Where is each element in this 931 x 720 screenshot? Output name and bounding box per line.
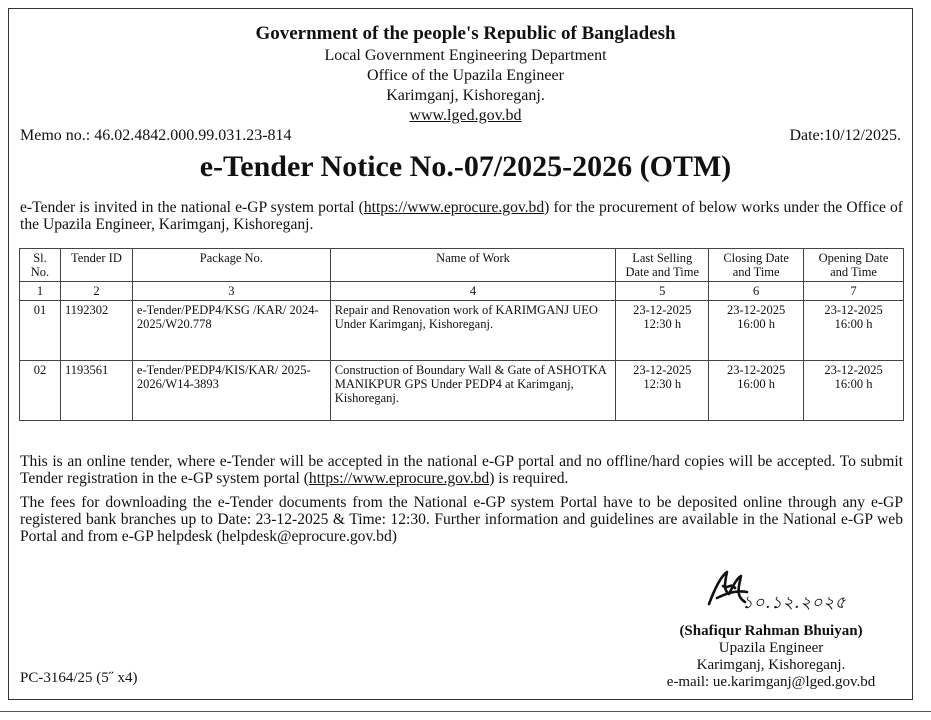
column-number: 4: [330, 282, 616, 301]
notice-title: e-Tender Notice No.-07/2025-2026 (OTM): [199, 150, 732, 183]
selling-time: 12:30 h: [643, 377, 682, 391]
header-tender-id: Tender ID: [60, 249, 132, 282]
header-selling: Last Selling Date and Time: [616, 249, 709, 282]
cell-selling: [616, 361, 709, 421]
column-number: 6: [709, 282, 804, 301]
closing-time: 16:00 h: [737, 317, 776, 331]
selling-time: 12:30 h: [643, 317, 682, 331]
bottom-divider: [0, 711, 931, 712]
header-package: Package No.: [132, 249, 330, 282]
cell-opening: [804, 301, 904, 361]
online-text-end: ) is required.: [489, 470, 569, 487]
column-number: 3: [132, 282, 330, 301]
column-number: 7: [804, 282, 904, 301]
eprocure-link[interactable]: https://www.eprocure.gov.bd: [308, 470, 490, 487]
cell-work: Repair and Renovation work of KARIMGANJ UEO Under Karimganj, Kishoreganj.: [330, 301, 616, 361]
closing-date: 23-12-2025: [726, 303, 786, 317]
cell-sl: 02: [20, 361, 61, 421]
handwritten-date: ১০.১২.২০২৫: [742, 593, 847, 613]
opening-time: 16:00 h: [834, 317, 873, 331]
closing-date: 23-12-2025: [726, 363, 786, 377]
signatory-name: (Shafiqur Rahman Bhuiyan): [679, 623, 863, 639]
office-name: Office of the Upazila Engineer: [367, 67, 564, 84]
closing-time: 16:00 h: [737, 377, 776, 391]
table-row: [20, 301, 904, 361]
notice-header: [0, 22, 931, 126]
cell-sl: 01: [20, 301, 61, 361]
selling-date: 23-12-2025: [633, 303, 692, 317]
selling-date: 23-12-2025: [633, 363, 692, 377]
table-row: [20, 361, 904, 421]
header-sl: Sl. No.: [20, 249, 61, 282]
signatory-designation: Upazila Engineer: [718, 640, 824, 656]
cell-work: Construction of Boundary Wall & Gate of ASHOTKA MANIKPUR GPS Under PEDP4 at Karimganj, Kishoreganj.: [330, 361, 616, 421]
opening-time: 16:00 h: [834, 377, 873, 391]
fees-paragraph: The fees for downloading the e-Tender documents from the National e-GP system Portal have to be deposited online through any e-GP registered bank branches up to Date: 23-12-2025 & Time: 12:30. Further information and guidelines are available in the National e-GP web Portal and from e-GP helpdesk (helpdesk@eprocure.gov.bd): [20, 494, 903, 545]
cell-package: e-Tender/PEDP4/KSG /KAR/ 2024-2025/W20.778: [132, 301, 330, 361]
intro-paragraph: [20, 199, 903, 233]
notice-date: Date:10/12/2025.: [789, 127, 901, 144]
signatory-location: Karimganj, Kishoreganj.: [696, 657, 846, 673]
column-number: 1: [20, 282, 61, 301]
table-header-row: [20, 249, 904, 282]
cell-closing: [709, 361, 804, 421]
website-link[interactable]: www.lged.gov.bd: [409, 107, 522, 124]
column-number: 2: [60, 282, 132, 301]
memo-number: Memo no.: 46.02.4842.000.99.031.23-814: [20, 127, 292, 144]
pc-code: PC-3164/25 (5˝ x4): [20, 670, 138, 686]
cell-tender-id: 1192302: [60, 301, 132, 361]
online-text-start: This is an online tender, where e-Tender will be accepted in the national e-GP portal and no offline/hard copies will be accepted. To submit Tender registration in the e-GP system portal (: [20, 453, 903, 487]
signatory-block: [640, 623, 902, 691]
signatory-email: e-mail: ue.karimganj@lged.gov.bd: [666, 674, 876, 690]
column-number: 5: [616, 282, 709, 301]
cell-tender-id: 1193561: [60, 361, 132, 421]
cell-package: e-Tender/PEDP4/KIS/KAR/ 2025-2026/W14-3893: [132, 361, 330, 421]
intro-text-end: ) for the procurement of below works under the Office of the Upazila Engineer, Karimganj, Kishoreganj.: [20, 199, 903, 233]
header-closing: Closing Date and Time: [709, 249, 804, 282]
cell-opening: [804, 361, 904, 421]
cell-selling: [616, 301, 709, 361]
tender-table: [19, 248, 904, 421]
department-name: Local Government Engineering Department: [324, 47, 607, 64]
intro-text-start: e-Tender is invited in the national e-GP system portal (: [20, 199, 364, 216]
header-opening: Opening Date and Time: [804, 249, 904, 282]
opening-date: 23-12-2025: [824, 363, 883, 377]
government-title: Government of the people's Republic of Bangladesh: [255, 23, 676, 44]
office-location: Karimganj, Kishoreganj.: [386, 87, 545, 104]
cell-closing: [709, 301, 804, 361]
online-tender-paragraph: [20, 453, 903, 487]
column-number-row: [20, 282, 904, 301]
header-work: Name of Work: [330, 249, 616, 282]
opening-date: 23-12-2025: [824, 303, 883, 317]
eprocure-link[interactable]: https://www.eprocure.gov.bd: [363, 199, 545, 216]
